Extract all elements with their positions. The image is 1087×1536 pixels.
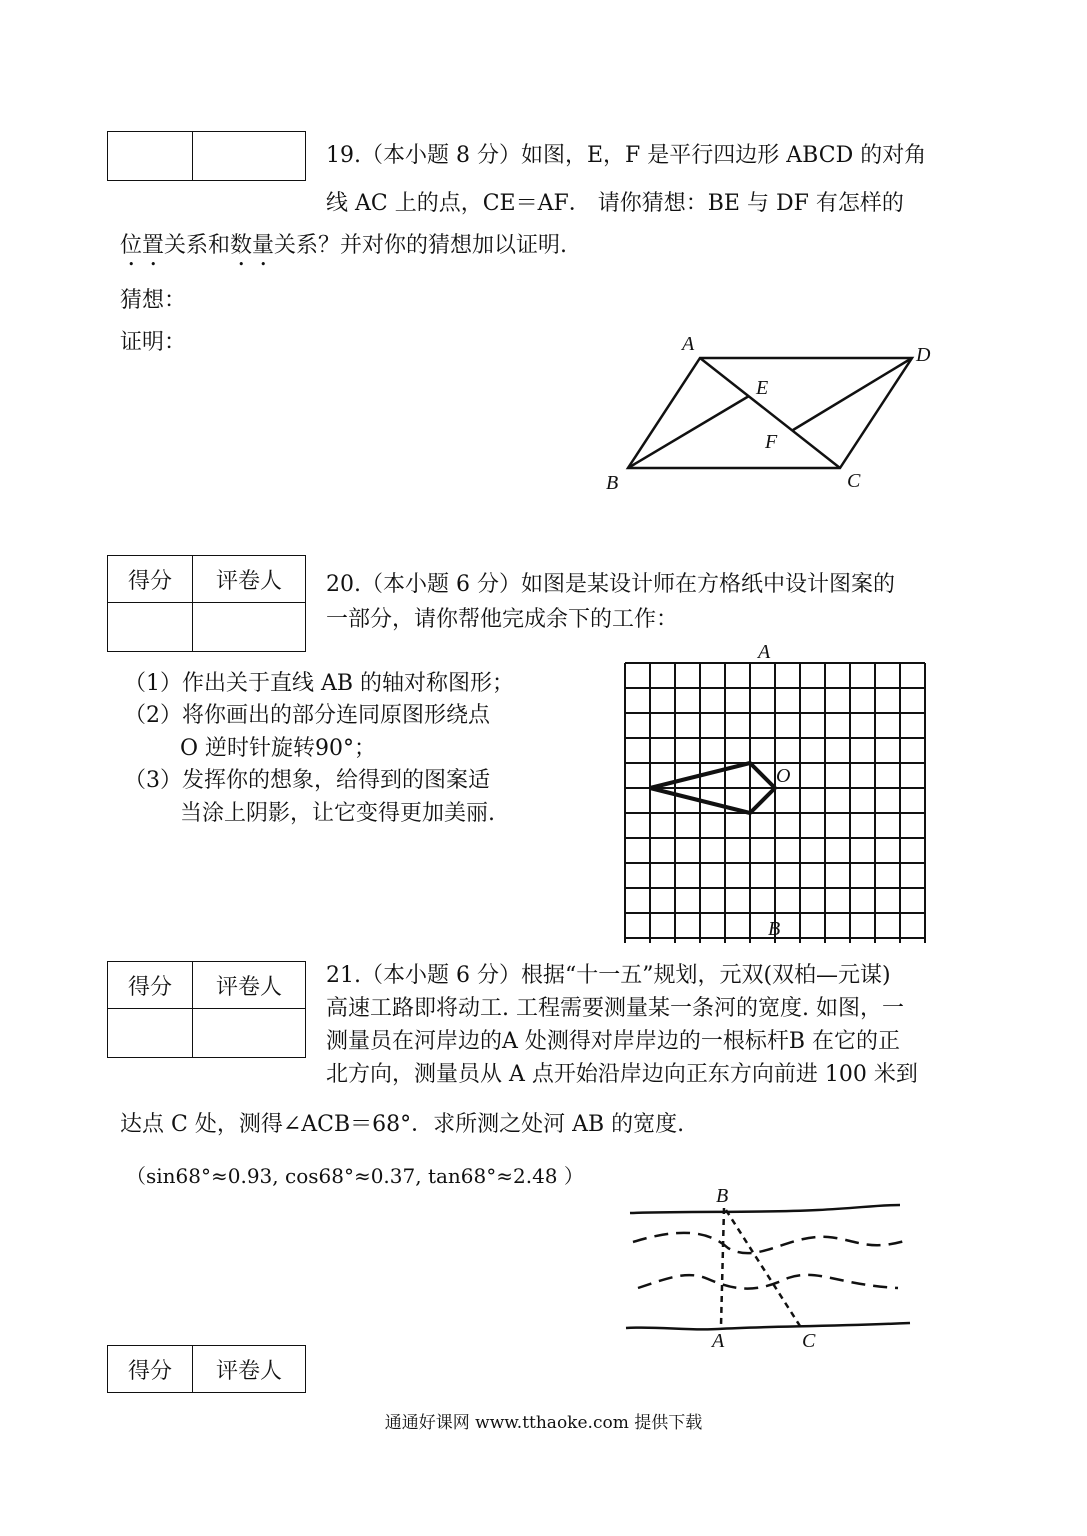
label-d: D [916, 344, 931, 366]
q19-parallelogram-figure [590, 325, 950, 500]
square-grid [625, 663, 925, 943]
segment-bc [726, 1210, 800, 1326]
grader-cell [193, 1009, 306, 1058]
q19-proof-label: 证明： [120, 330, 187, 355]
q21-line5: 达点 C 处，测得∠ACB＝68°．求所测之处河 AB 的宽度. [120, 1112, 685, 1137]
q20-item1: （1）作出关于直线 AB 的轴对称图形； [124, 671, 515, 696]
label-a: A [682, 333, 695, 355]
label-f: F [765, 431, 778, 453]
score-header: 得分 [108, 1346, 193, 1393]
label-c: C [802, 1330, 816, 1352]
grader-header: 评卷人 [193, 556, 306, 603]
q21-score-box [107, 961, 306, 1058]
emphasis-quantity: 数量 [230, 233, 275, 258]
segment-be [628, 396, 749, 468]
q19-score-box [107, 131, 306, 181]
grader-header: 评卷人 [193, 962, 306, 1009]
grader-cell [193, 132, 306, 181]
q20-line2: 一部分，请你帮他完成余下的工作： [326, 607, 679, 632]
q19-line3-b: 关系和 [164, 233, 231, 258]
label-a: A [712, 1330, 725, 1352]
score-header: 得分 [108, 962, 193, 1009]
q21-trig-hint: （sin68°≈0.93, cos68°≈0.37, tan68°≈2.48 ） [126, 1164, 584, 1188]
q20-line1: 20.（本小题 6 分）如图是某设计师在方格纸中设计图案的 [326, 572, 895, 597]
label-e: E [756, 377, 769, 399]
label-b: B [716, 1185, 729, 1207]
far-bank [630, 1205, 900, 1213]
emphasis-position: 位置 [120, 233, 165, 258]
label-o: O [776, 765, 791, 787]
score-cell [108, 1009, 193, 1058]
q20-score-box [107, 555, 306, 652]
label-b: B [768, 918, 781, 940]
river-wave-1 [633, 1233, 908, 1253]
q20-item2a: （2）将你画出的部分连同原图形绕点 [124, 703, 490, 728]
segment-df [793, 358, 912, 430]
score-header: 得分 [108, 556, 193, 603]
q19-guess-label: 猜想： [120, 288, 187, 313]
q21-line4: 北方向，测量员从 A 点开始沿岸边向正东方向前进 100 米到 [326, 1062, 918, 1087]
q21-line3: 测量员在河岸边的A 处测得对岸岸边的一根标杆B 在它的正 [326, 1029, 901, 1054]
score-cell [108, 132, 193, 181]
grader-header: 评卷人 [193, 1346, 306, 1393]
q20-item3b: 当涂上阴影，让它变得更加美丽. [180, 801, 495, 826]
q20-grid-figure [600, 638, 950, 943]
q19-line1: 19.（本小题 8 分）如图，E，F 是平行四边形 ABCD 的对角 [326, 143, 927, 168]
q20-item3a: （3）发挥你的想象，给得到的图案适 [124, 768, 490, 793]
label-c: C [847, 470, 861, 492]
label-b: B [606, 472, 619, 494]
q19-line3 [120, 231, 567, 271]
q22-score-box [107, 1345, 306, 1393]
grader-cell [193, 603, 306, 652]
q21-line2: 高速工路即将动工. 工程需要测量某一条河的宽度. 如图，一 [326, 996, 904, 1021]
footer-credit: 通通好课网 www.tthaoke.com 提供下载 [384, 1413, 703, 1433]
label-a: A [758, 641, 771, 663]
q19-line2: 线 AC 上的点，CE＝AF． 请你猜想：BE 与 DF 有怎样的 [326, 191, 904, 216]
near-bank [626, 1323, 910, 1329]
segment-ab [721, 1208, 724, 1326]
q21-river-figure [618, 1180, 918, 1355]
score-cell [108, 603, 193, 652]
q21-line1: 21.（本小题 6 分）根据“十一五”规划，元双(双柏—元谋) [326, 963, 891, 988]
q20-item2b: O 逆时针旋转90°； [180, 736, 377, 761]
q19-line3-d: 关系？并对你的猜想加以证明. [274, 233, 568, 258]
